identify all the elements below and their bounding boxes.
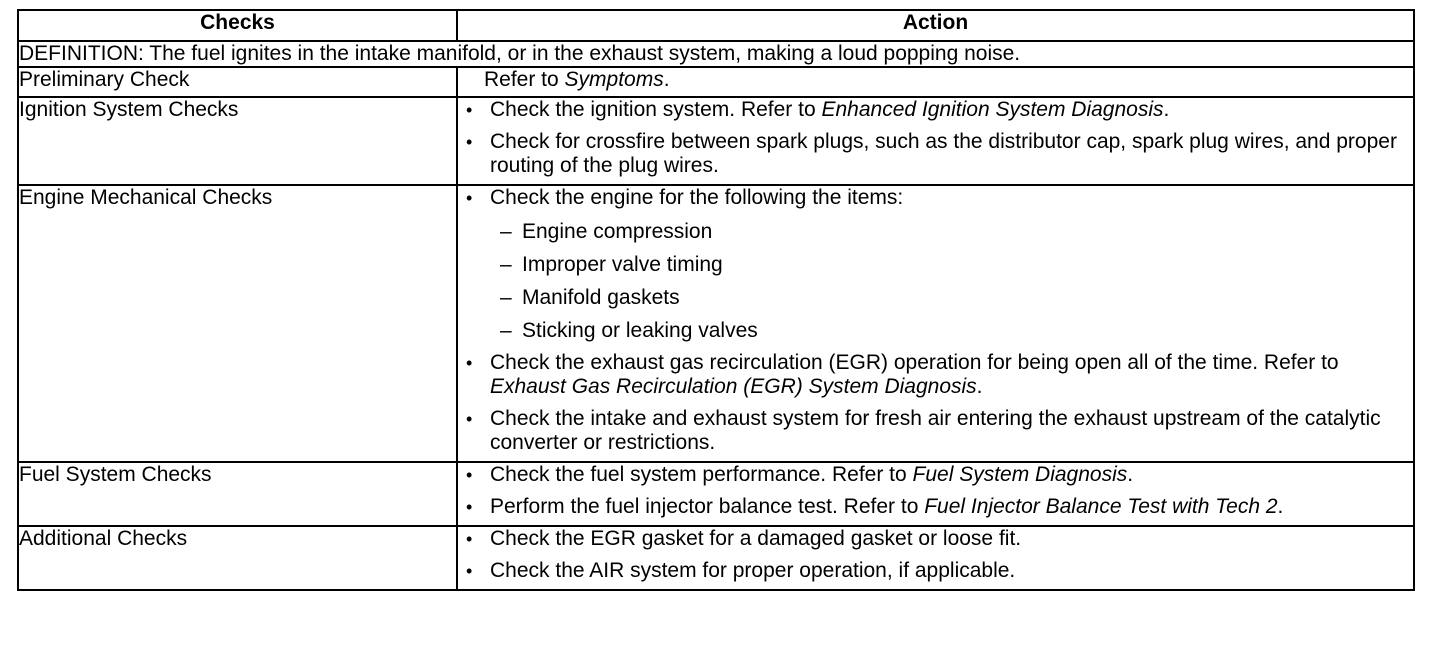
check-name: Additional Checks <box>18 526 457 590</box>
action-cell <box>457 462 1414 526</box>
table-row <box>18 526 1414 590</box>
definition-text: DEFINITION: The fuel ignites in the intake manifold, or in the exhaust system, making a loud popping noise. <box>18 41 1414 67</box>
bullet-icon: • <box>466 353 473 373</box>
check-name: Preliminary Check <box>18 67 457 97</box>
dash-icon: – <box>500 220 512 243</box>
action-prefix: Refer to <box>484 68 565 91</box>
list-item <box>458 130 1413 178</box>
sub-list-item <box>490 220 1413 244</box>
bullet-text: Check the AIR system for proper operation, if applicable. <box>490 559 1016 582</box>
reference-link: Fuel Injector Balance Test with Tech 2 <box>924 495 1278 518</box>
list-item <box>458 463 1413 487</box>
sub-list-item <box>490 319 1413 343</box>
list-item <box>458 527 1413 551</box>
action-list <box>458 186 1413 455</box>
action-list <box>458 527 1413 583</box>
action-cell <box>457 97 1414 185</box>
sub-list <box>490 220 1413 343</box>
bullet-icon: • <box>466 409 473 429</box>
table-row <box>18 462 1414 526</box>
bullet-suffix: . <box>1127 463 1134 486</box>
sub-item-text: Improper valve timing <box>522 253 723 276</box>
sub-item-text: Sticking or leaking valves <box>522 319 758 342</box>
list-item <box>458 559 1413 583</box>
dash-icon: – <box>500 319 512 342</box>
reference-link: Fuel System Diagnosis <box>912 463 1128 486</box>
bullet-suffix: . <box>1163 98 1170 121</box>
diagnostic-table <box>17 9 1415 591</box>
action-text <box>484 68 1413 96</box>
bullet-text: Check the ignition system. Refer to <box>490 98 822 121</box>
action-suffix: . <box>663 68 670 91</box>
list-item <box>458 98 1413 122</box>
dash-icon: – <box>500 253 512 276</box>
reference-link: Enhanced Ignition System Diagnosis <box>821 98 1164 121</box>
bullet-text: Check for crossfire between spark plugs, such as the distributor cap, spark plug wires, and proper routing of the plug wires. <box>490 130 1397 177</box>
reference-link: Symptoms <box>564 68 664 91</box>
sub-list-item <box>490 253 1413 277</box>
bullet-suffix: . <box>1277 495 1284 518</box>
bullet-icon: • <box>466 465 473 485</box>
bullet-icon: • <box>466 100 473 120</box>
table-row <box>18 97 1414 185</box>
bullet-icon: • <box>466 497 473 517</box>
list-item <box>458 407 1413 455</box>
sub-item-text: Manifold gaskets <box>522 286 680 309</box>
bullet-text: Check the EGR gasket for a damaged gasket or loose fit. <box>490 527 1022 550</box>
bullet-text: Check the intake and exhaust system for fresh air entering the exhaust upstream of the catalytic converter or restrictions. <box>490 407 1381 454</box>
column-header-checks: Checks <box>18 10 457 41</box>
check-name: Fuel System Checks <box>18 462 457 526</box>
bullet-text: Perform the fuel injector balance test. Refer to <box>490 495 925 518</box>
bullet-icon: • <box>466 561 473 581</box>
action-cell <box>457 67 1414 97</box>
definition-row <box>18 41 1414 67</box>
bullet-text: Check the fuel system performance. Refer to <box>490 463 913 486</box>
action-cell <box>457 526 1414 590</box>
table-row <box>18 67 1414 97</box>
check-name: Engine Mechanical Checks <box>18 185 457 462</box>
action-list <box>458 98 1413 178</box>
bullet-text: Check the exhaust gas recirculation (EGR) operation for being open all of the time. Refer to <box>490 351 1339 374</box>
list-item <box>458 351 1413 399</box>
dash-icon: – <box>500 286 512 309</box>
list-item <box>458 495 1413 519</box>
action-cell <box>457 185 1414 462</box>
bullet-icon: • <box>466 188 473 208</box>
sub-list-item <box>490 286 1413 310</box>
check-name: Ignition System Checks <box>18 97 457 185</box>
list-item <box>458 186 1413 343</box>
column-header-action: Action <box>457 10 1414 41</box>
reference-link: Exhaust Gas Recirculation (EGR) System Diagnosis <box>490 375 977 398</box>
sub-item-text: Engine compression <box>522 220 713 243</box>
bullet-text: Check the engine for the following the items: <box>490 186 904 209</box>
bullet-icon: • <box>466 132 473 152</box>
bullet-suffix: . <box>976 375 983 398</box>
table-row <box>18 185 1414 462</box>
bullet-icon: • <box>466 529 473 549</box>
table-header-row <box>18 10 1414 41</box>
action-list <box>458 463 1413 519</box>
